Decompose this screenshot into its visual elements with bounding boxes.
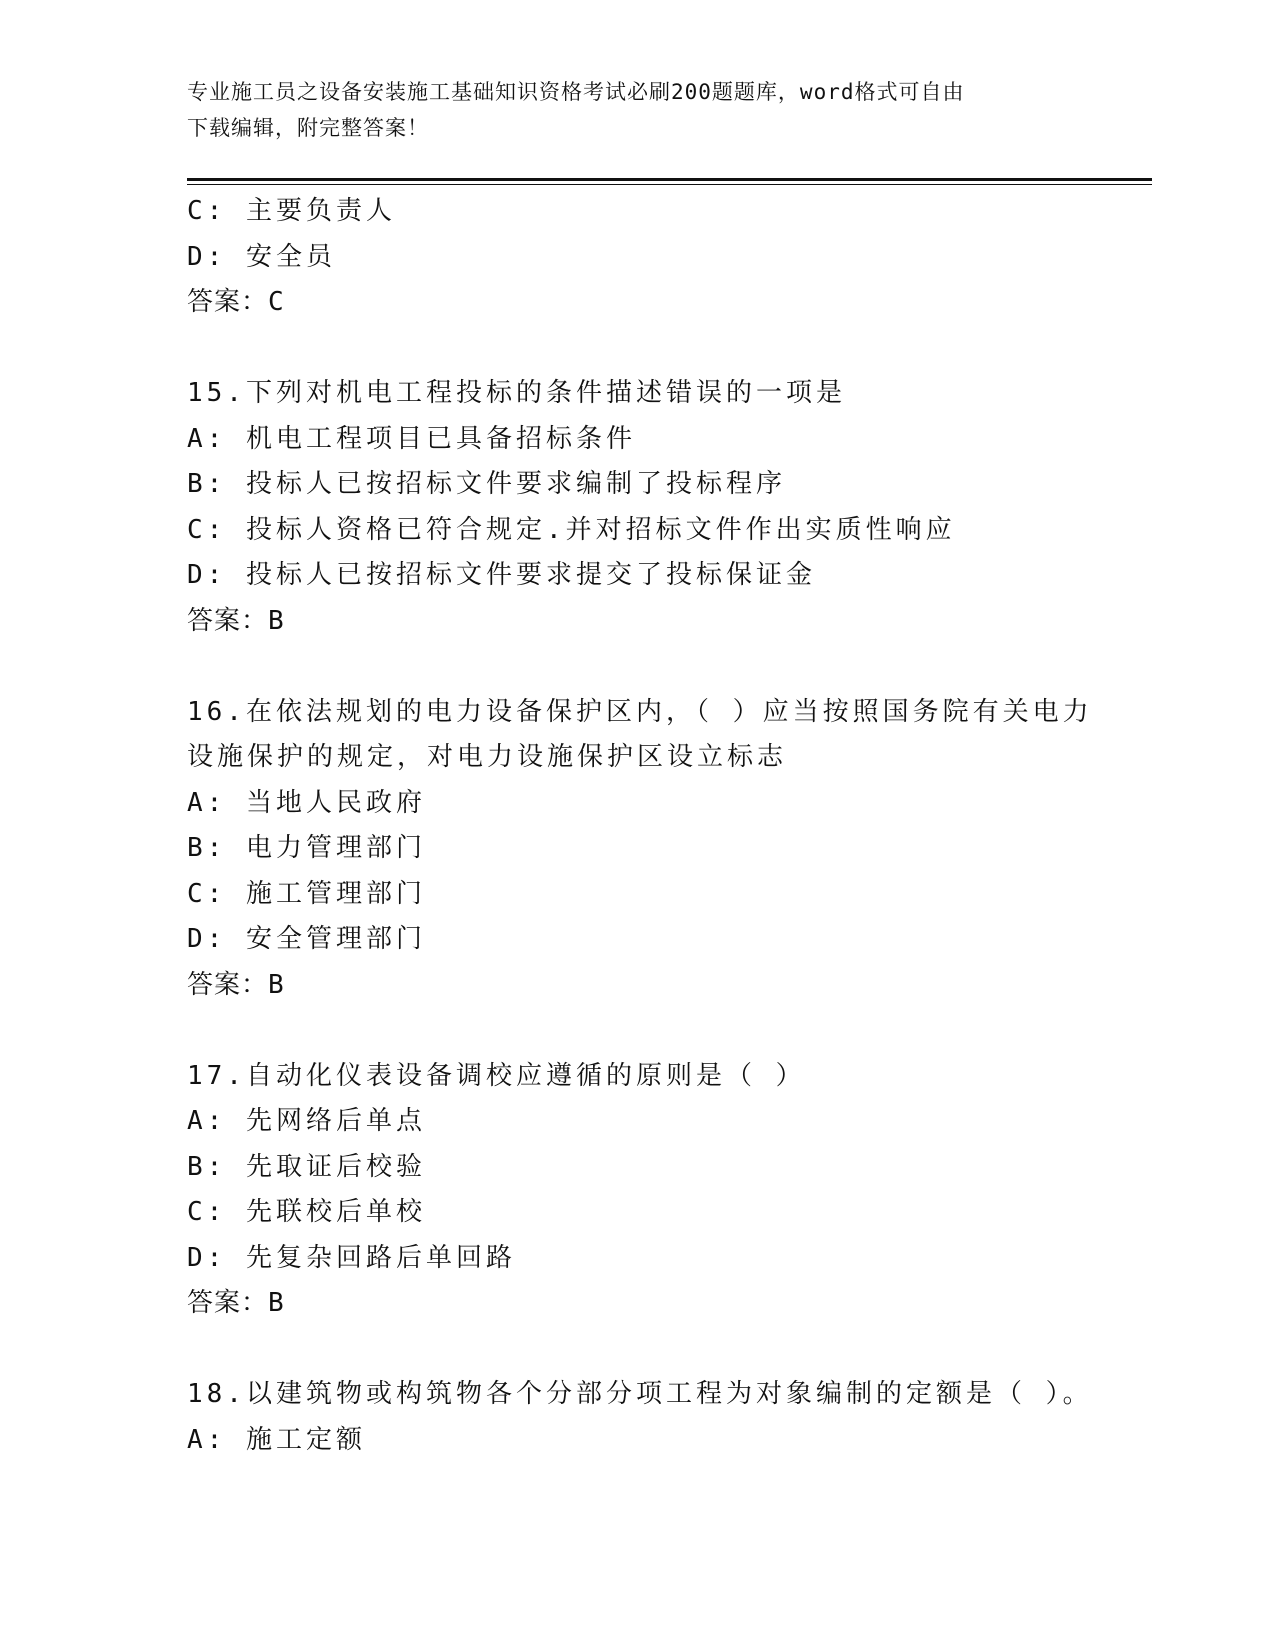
header-rule-thin (187, 184, 1152, 185)
option-d: D: 安全员 (187, 241, 336, 272)
question-stem: 16.在依法规划的电力设备保护区内，（ ）应当按照国务院有关电力 (187, 696, 1093, 727)
option-c: C: 投标人资格已符合规定.并对招标文件作出实质性响应 (187, 514, 956, 545)
option-b: B: 电力管理部门 (187, 833, 426, 863)
option-d: D: 投标人已按招标文件要求提交了投标保证金 (187, 560, 816, 590)
question-stem-continued: 设施保护的规定，对电力设施保护区设立标志 (187, 742, 788, 772)
question-stem: 18.以建筑物或构筑物各个分部分项工程为对象编制的定额是（ ）。 (187, 1379, 1093, 1409)
question-stem: 15.下列对机电工程投标的条件描述错误的一项是 (187, 378, 846, 408)
option-c: C: 主要负责人 (187, 196, 396, 226)
option-d: D: 先复杂回路后单回路 (187, 1242, 516, 1273)
option-a: A: 先网络后单点 (187, 1106, 426, 1136)
spacer (187, 1008, 1152, 1054)
answer-line: 答案：B (187, 605, 285, 636)
question-content (187, 189, 1152, 1463)
header-line-2: 下载编辑，附完整答案！ (187, 116, 429, 140)
question-stem: 17.自动化仪表设备调校应遵循的原则是（ ） (187, 1060, 806, 1091)
document-header (187, 74, 1087, 146)
option-a: A: 机电工程项目已具备招标条件 (187, 423, 636, 454)
option-c: C: 先联校后单校 (187, 1197, 426, 1227)
header-line-1: 专业施工员之设备安装施工基础知识资格考试必刷200题题库，word格式可自由 (187, 80, 965, 104)
spacer (187, 326, 1152, 372)
option-a: A: 当地人民政府 (187, 787, 426, 818)
option-b: B: 投标人已按招标文件要求编制了投标程序 (187, 469, 786, 499)
option-a: A: 施工定额 (187, 1424, 366, 1455)
spacer (187, 1327, 1152, 1373)
answer-line: 答案：B (187, 1288, 285, 1318)
answer-line: 答案：B (187, 969, 285, 1000)
header-rule-thick (187, 178, 1152, 181)
option-d: D: 安全管理部门 (187, 924, 426, 954)
option-b: B: 先取证后校验 (187, 1151, 426, 1182)
answer-line: 答案：C (187, 287, 285, 317)
option-c: C: 施工管理部门 (187, 878, 426, 909)
spacer (187, 644, 1152, 690)
